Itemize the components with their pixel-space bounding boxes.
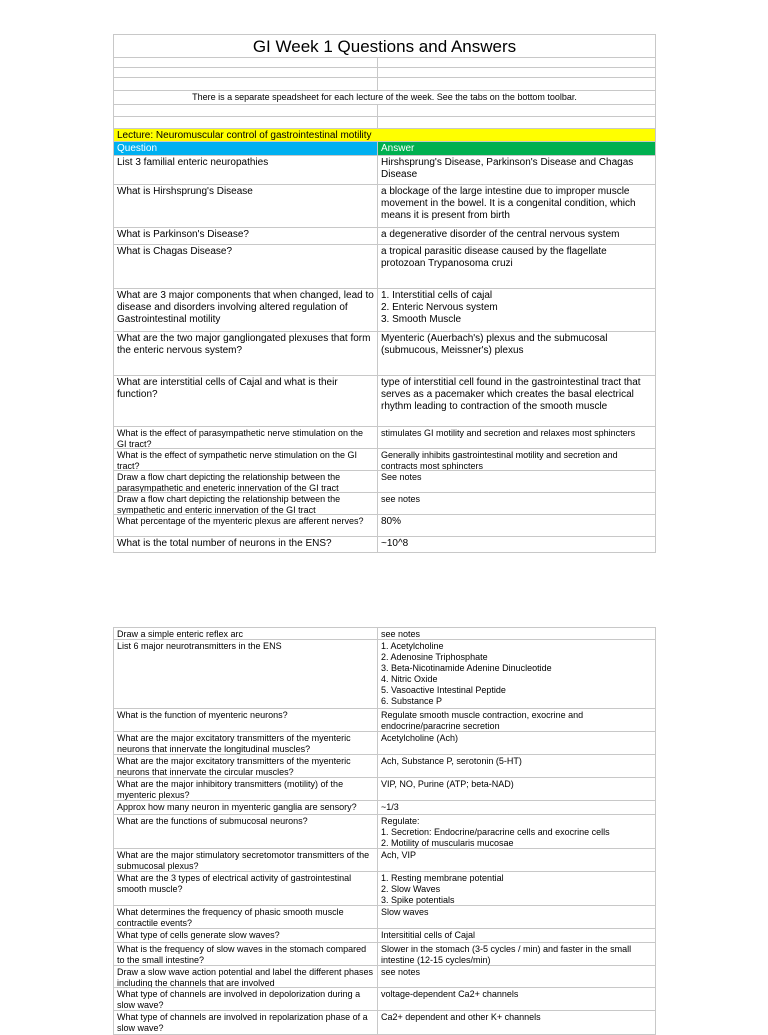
- answer-cell: see notes: [378, 628, 656, 639]
- question-cell: What is the effect of parasympathetic nerve stimulation on the GI tract?: [113, 427, 378, 448]
- table-row: [113, 801, 656, 815]
- answer-cell: 1. Acetylcholine 2. Adenosine Triphosphate 3. Beta-Nicotinamide Adenine Dinucleotide 4. Nitric Oxide 5. Vasoactive Intestinal Peptide 6. Substance P: [378, 640, 656, 708]
- answer-cell: Ach, Substance P, serotonin (5-HT): [378, 755, 656, 777]
- table-row: [113, 732, 656, 755]
- table-row: [113, 332, 656, 376]
- question-cell: What is Hirshsprung's Disease: [113, 185, 378, 227]
- answer-cell: see notes: [378, 966, 656, 987]
- question-cell: What are the two major gangliongated plexuses that form the enteric nervous system?: [113, 332, 378, 375]
- title-row: [113, 34, 656, 58]
- column-header-row: [113, 142, 656, 156]
- table-row: [113, 755, 656, 778]
- answer-column-header: Answer: [378, 142, 656, 155]
- answer-cell: Hirshsprung's Disease, Parkinson's Disease and Chagas Disease: [378, 156, 656, 184]
- table-row: [113, 709, 656, 732]
- answer-cell: Ach, VIP: [378, 849, 656, 871]
- lecture-row: [113, 129, 656, 142]
- blank-row: [113, 58, 656, 68]
- answer-cell: ~10^8: [378, 537, 656, 552]
- answer-cell: See notes: [378, 471, 656, 492]
- table-row: [113, 228, 656, 245]
- question-column-header: Question: [113, 142, 378, 155]
- question-cell: What is the effect of sympathetic nerve stimulation on the GI tract?: [113, 449, 378, 470]
- sheet-note: There is a separate speadsheet for each lecture of the week. See the tabs on the bottom toolbar.: [113, 91, 656, 104]
- blank-row: [113, 68, 656, 78]
- table-row: [113, 872, 656, 906]
- question-cell: What are the major inhibitory transmitters (motility) of the myenteric plexus?: [113, 778, 378, 800]
- question-cell: What are the major stimulatory secretomotor transmitters of the submucosal plexus?: [113, 849, 378, 871]
- question-cell: What are interstitial cells of Cajal and what is their function?: [113, 376, 378, 426]
- question-cell: What are the 3 types of electrical activity of gastrointestinal smooth muscle?: [113, 872, 378, 905]
- table-row: [113, 289, 656, 332]
- question-cell: What is Parkinson's Disease?: [113, 228, 378, 244]
- answer-cell: Ca2+ dependent and other K+ channels: [378, 1011, 656, 1034]
- answer-cell: 1. Interstitial cells of cajal 2. Enteric Nervous system 3. Smooth Muscle: [378, 289, 656, 331]
- question-cell: What are the major excitatory transmitters of the myenteric neurons that innervate the circular muscles?: [113, 755, 378, 777]
- answer-cell: a tropical parasitic disease caused by the flagellate protozoan Trypanosoma cruzi: [378, 245, 656, 288]
- answer-cell: see notes: [378, 493, 656, 514]
- answer-cell: Slower in the stomach (3-5 cycles / min) and faster in the small intestine (12-15 cycles/min): [378, 943, 656, 965]
- note-row: [113, 91, 656, 105]
- answer-cell: Myenteric (Auerbach's) plexus and the submucosal (submucous, Meissner's) plexus: [378, 332, 656, 375]
- question-cell: Draw a flow chart depicting the relationship between the sympathetic and enteric innervation of the GI tract: [113, 493, 378, 514]
- question-cell: Approx how many neuron in myenteric ganglia are sensory?: [113, 801, 378, 814]
- question-cell: What type of channels are involved in repolarization phase of a slow wave?: [113, 1011, 378, 1034]
- answer-cell: ~1/3: [378, 801, 656, 814]
- table-row: [113, 966, 656, 988]
- answer-cell: a blockage of the large intestine due to improper muscle movement in the bowel. It is a congenital condition, which means it is present from birth: [378, 185, 656, 227]
- table-row: [113, 640, 656, 709]
- blank-row: [113, 78, 656, 91]
- lecture-title: Lecture: Neuromuscular control of gastrointestinal motility: [113, 129, 656, 141]
- table-row: [113, 185, 656, 228]
- sheet-top: [113, 34, 656, 553]
- question-cell: What are 3 major components that when changed, lead to disease and disorders involving altered regulation of Gastrointestinal motility: [113, 289, 378, 331]
- blank-row: [113, 117, 656, 129]
- answer-cell: Regulate smooth muscle contraction, exocrine and endocrine/paracrine secretion: [378, 709, 656, 731]
- question-cell: What is the frequency of slow waves in the stomach compared to the small intestine?: [113, 943, 378, 965]
- answer-cell: Intersititial cells of Cajal: [378, 929, 656, 942]
- answer-cell: VIP, NO, Purine (ATP; beta-NAD): [378, 778, 656, 800]
- table-row: [113, 376, 656, 427]
- page-title: GI Week 1 Questions and Answers: [113, 35, 656, 57]
- answer-cell: type of interstitial cell found in the gastrointestinal tract that serves as a pacemaker which creates the basal electrical rhythm leading to contraction of the smooth muscle: [378, 376, 656, 426]
- answer-cell: Generally inhibits gastrointestinal motility and secretion and contracts most sphincters: [378, 449, 656, 470]
- table-row: [113, 815, 656, 849]
- question-cell: What are the major excitatory transmitters of the myenteric neurons that innervate the longitudinal muscles?: [113, 732, 378, 754]
- answer-cell: Acetylcholine (Ach): [378, 732, 656, 754]
- answer-cell: stimulates GI motility and secretion and relaxes most sphincters: [378, 427, 656, 448]
- table-row: [113, 929, 656, 943]
- answer-cell: 80%: [378, 515, 656, 536]
- blank-row: [113, 105, 656, 117]
- sheet-bottom: [113, 627, 656, 1035]
- answer-cell: Slow waves: [378, 906, 656, 928]
- table-row: [113, 449, 656, 471]
- table-row: [113, 778, 656, 801]
- question-cell: Draw a flow chart depicting the relationship between the parasympathetic and eneteric innervation of the GI tract: [113, 471, 378, 492]
- table-row: [113, 627, 656, 640]
- question-cell: Draw a simple enteric reflex arc: [113, 628, 378, 639]
- question-cell: What is Chagas Disease?: [113, 245, 378, 288]
- answer-cell: Regulate: 1. Secretion: Endocrine/paracrine cells and exocrine cells 2. Motility of muscularis mucosae: [378, 815, 656, 848]
- table-row: [113, 537, 656, 553]
- table-row: [113, 515, 656, 537]
- table-row: [113, 1011, 656, 1035]
- table-row: [113, 943, 656, 966]
- question-cell: What is the total number of neurons in the ENS?: [113, 537, 378, 552]
- table-row: [113, 906, 656, 929]
- question-cell: What are the functions of submucosal neurons?: [113, 815, 378, 848]
- answer-cell: 1. Resting membrane potential 2. Slow Waves 3. Spike potentials: [378, 872, 656, 905]
- table-row: [113, 245, 656, 289]
- answer-cell: voltage-dependent Ca2+ channels: [378, 988, 656, 1010]
- table-row: [113, 156, 656, 185]
- table-row: [113, 427, 656, 449]
- answer-cell: a degenerative disorder of the central nervous system: [378, 228, 656, 244]
- question-cell: What percentage of the myenteric plexus are afferent nerves?: [113, 515, 378, 536]
- question-cell: What determines the frequency of phasic smooth muscle contractile events?: [113, 906, 378, 928]
- question-cell: List 6 major neurotransmitters in the ENS: [113, 640, 378, 708]
- question-cell: What type of channels are involved in depolorization during a slow wave?: [113, 988, 378, 1010]
- question-cell: What is the function of myenteric neurons?: [113, 709, 378, 731]
- table-row: [113, 471, 656, 493]
- question-cell: What type of cells generate slow waves?: [113, 929, 378, 942]
- question-cell: List 3 familial enteric neuropathies: [113, 156, 378, 184]
- table-row: [113, 988, 656, 1011]
- table-row: [113, 849, 656, 872]
- question-cell: Draw a slow wave action potential and label the different phases including the channels that are involved: [113, 966, 378, 987]
- table-row: [113, 493, 656, 515]
